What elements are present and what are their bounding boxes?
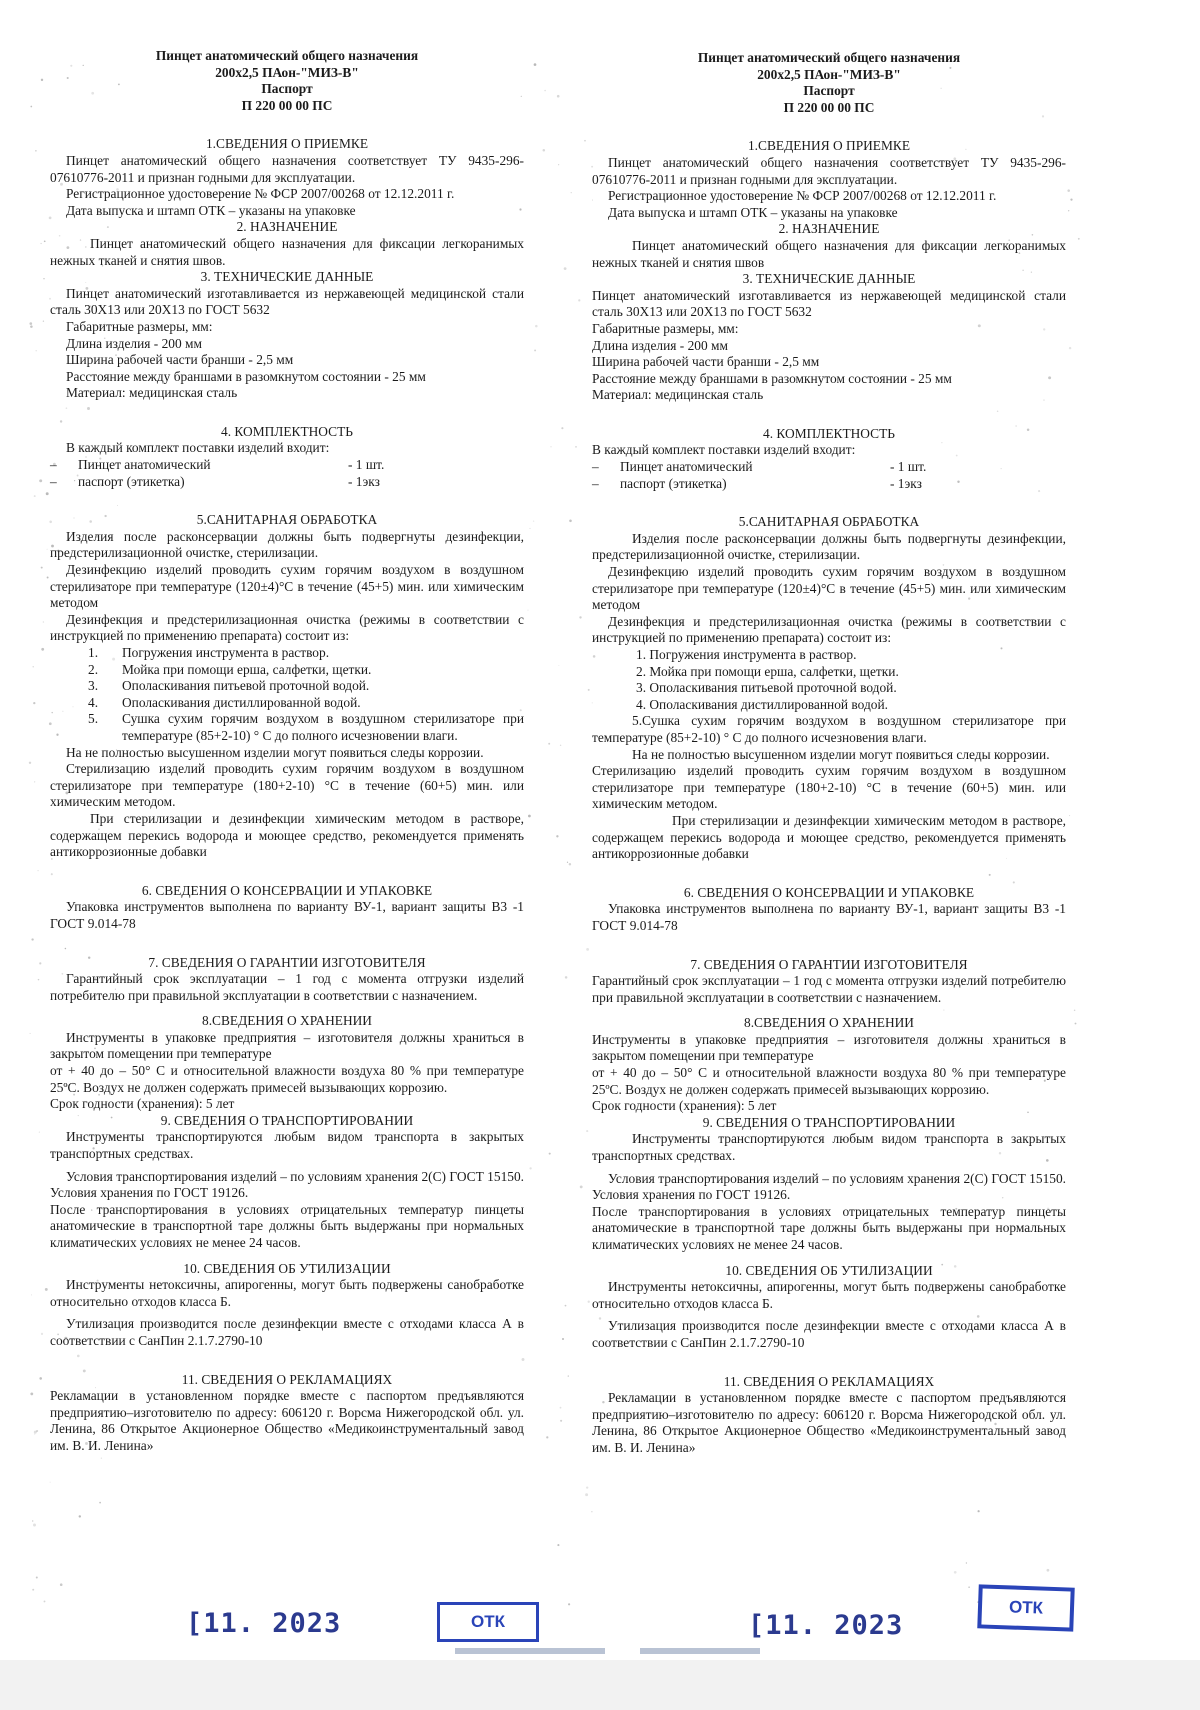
section-heading-warranty: 7. СВЕДЕНИЯ О ГАРАНТИИ ИЗГОТОВИТЕЛЯ (690, 956, 968, 972)
scan-noise-speck (37, 870, 38, 871)
paragraph: Условия транспортирования изделий – по условиям хранения 2(С) ГОСТ 15150. Условия хранения по ГОСТ 19126. (592, 1170, 1066, 1203)
scan-noise-speck (968, 1586, 970, 1588)
paragraph: Упаковка инструментов выполнена по варианту ВУ-1, вариант защиты В3 -1 ГОСТ 9.014-78 (50, 899, 524, 931)
scan-noise-speck (564, 267, 567, 270)
scan-noise-speck (32, 1589, 34, 1591)
scan-noise-speck (528, 815, 531, 818)
scan-noise-speck (586, 948, 589, 951)
scan-noise-speck (978, 1510, 980, 1512)
list-number: 5. (88, 711, 99, 727)
scan-noise-speck (534, 349, 536, 351)
paragraph: Дата выпуска и штамп ОТК – указаны на упаковке (608, 204, 898, 220)
scan-noise-speck (31, 1294, 32, 1295)
scan-noise-speck (544, 90, 546, 92)
list-item: 3. Ополаскивания питьевой проточной водой. (636, 680, 897, 696)
scan-noise-speck (31, 938, 33, 940)
scan-noise-speck (588, 1301, 590, 1303)
paragraph: На не полностью высушенном изделии могут появиться следы коррозии. (66, 744, 484, 760)
scan-noise-speck (34, 1434, 35, 1435)
scan-noise-speck (1070, 199, 1072, 201)
list-text: Ополаскивания питьевой проточной водой. (122, 678, 370, 694)
scan-noise-speck (46, 492, 49, 495)
doc-type: Паспорт (803, 83, 855, 99)
scan-noise-speck (30, 1033, 31, 1034)
scan-noise-speck (580, 1185, 583, 1188)
paragraph: Гарантийный срок эксплуатации – 1 год с момента отгрузки изделий потребителю при правильной эксплуатации в соответствии с назначением. (50, 971, 524, 1003)
scan-noise-speck (1074, 1010, 1076, 1012)
paragraph: Упаковка инструментов выполнена по варианту ВУ-1, вариант защиты В3 -1 ГОСТ 9.014-78 (592, 901, 1066, 933)
paragraph: Длина изделия - 200 мм (592, 337, 728, 353)
passport-left-copy (50, 48, 524, 1455)
scan-noise-speck (575, 446, 576, 447)
doc-type: Паспорт (261, 81, 313, 97)
scan-noise-speck (30, 1393, 33, 1396)
paragraph: Инструменты в упаковке предприятия – изготовителя должны храниться в закрытом помещении при температуре (592, 1031, 1066, 1064)
paragraph: Инструменты транспортируются любым видом транспорта в закрытых транспортных средствах. (50, 1129, 524, 1162)
scan-edge-mark (455, 1648, 605, 1654)
scan-edge-mark (640, 1648, 760, 1654)
scan-noise-speck (565, 976, 568, 979)
scan-noise-speck (1075, 1023, 1077, 1025)
scan-noise-speck (565, 1305, 567, 1307)
scan-noise-speck (560, 1407, 562, 1409)
list-item (50, 474, 524, 491)
kit-item-name: паспорт (этикетка) (78, 473, 185, 489)
section-heading-acceptance: 1.СВЕДЕНИЯ О ПРИЕМКЕ (205, 136, 369, 152)
paragraph: от + 40 до – 50° С и относительной влажности воздуха 80 % при температуре 25ºС. Воздух не должен содержать примесей вызывающих коррозию. (50, 1063, 524, 1095)
paragraph: Дата выпуска и штамп ОТК – указаны на упаковке (66, 202, 356, 218)
scan-noise-speck (34, 781, 35, 782)
scan-noise-speck (1047, 1569, 1050, 1572)
scan-noise-speck (1069, 815, 1070, 816)
list-item: 1. Погружения инструмента в раствор. (636, 647, 857, 662)
scan-noise-speck (591, 1511, 592, 1512)
section-heading-transport: 9. СВЕДЕНИЯ О ТРАНСПОРТИРОВАНИИ (160, 1112, 414, 1128)
scan-noise-speck (34, 495, 36, 497)
paragraph: Пинцет анатомический общего назначения соответствует ТУ 9435-296-07610776-2011 и признан годными для эксплуатации. (592, 154, 1066, 187)
kit-item-qty: - 1экз (890, 475, 922, 491)
scan-noise-speck (30, 325, 33, 328)
paragraph: При стерилизации и дезинфекции химическим методом в растворе, содержащем перекись водорода и моющее средство, рекомендуется применять антикоррозионные добавки (592, 812, 1066, 862)
section-heading-tech-data: 3. ТЕХНИЧЕСКИЕ ДАННЫЕ (742, 271, 916, 287)
paragraph: Расстояние между браншами в разомкнутом состоянии - 25 мм (592, 370, 952, 386)
scan-noise-speck (569, 863, 571, 865)
scan-noise-speck (586, 1486, 588, 1488)
paragraph: Дезинфекцию изделий проводить сухим горячим воздухом в воздушном стерилизаторе при температуре (120±4)°С в течение (45+5) мин. или химическим методом (50, 562, 524, 611)
scan-noise-speck (966, 1562, 967, 1563)
paragraph: Изделия после расконсервации должны быть подвергнуты дезинфекции, предстерилизационной очистке, стерилизации. (592, 530, 1066, 563)
scan-noise-speck (39, 479, 42, 482)
kit-item-qty: - 1 шт. (348, 457, 385, 473)
scan-noise-speck (557, 95, 560, 98)
list-number: 3. (88, 678, 99, 694)
scan-noise-speck (36, 1576, 38, 1578)
section-heading-storage: 8.СВЕДЕНИЯ О ХРАНЕНИИ (744, 1015, 914, 1031)
scan-noise-speck (41, 567, 43, 569)
scan-noise-speck (558, 665, 559, 666)
list-item (592, 476, 1066, 493)
list-item (50, 711, 524, 744)
scan-noise-speck (529, 1167, 531, 1169)
scan-noise-speck (560, 1420, 562, 1422)
scan-noise-speck (101, 1458, 102, 1459)
section-heading-claims: 11. СВЕДЕНИЯ О РЕКЛАМАЦИЯХ (181, 1371, 393, 1387)
paragraph: После транспортирования в условиях отрицательных температур пинцеты анатомические в транспортной таре должны быть выдержаны при нормальных климатических условиях не менее 24 часов. (50, 1201, 524, 1250)
scan-noise-speck (1078, 238, 1080, 240)
paragraph: Утилизация производится после дезинфекции вместе с отходами класса А в соответствии с СанПин 2.1.7.2790-10 (50, 1316, 524, 1348)
paragraph: Рекламации в установленном порядке вместе с паспортом предъявляются предприятию–изготовителю по адресу: 606120 г. Ворсма Нижегородской обл. ул. Ленина, 86 Открытое Акционерное Общество «Медикоинструментальный завод им. В. И. Ленина» (592, 1390, 1066, 1455)
list-number: 4. (88, 694, 99, 710)
scan-noise-speck (579, 616, 581, 618)
paragraph: Расстояние между браншами в разомкнутом состоянии - 25 мм (66, 368, 426, 384)
scan-noise-speck (585, 1493, 588, 1496)
paragraph: В каждый комплект поставки изделий входит: (592, 442, 856, 458)
section-heading-tech-data: 3. ТЕХНИЧЕСКИЕ ДАННЫЕ (200, 269, 374, 285)
section-heading-purpose: 2. НАЗНАЧЕНИЕ (236, 219, 338, 235)
list-item (50, 457, 524, 474)
paragraph: После транспортирования в условиях отрицательных температур пинцеты анатомические в транспортной таре должны быть выдержаны при нормальных климатических условиях не менее 24 часов. (592, 1203, 1066, 1252)
scan-noise-speck (41, 79, 43, 81)
scan-noise-speck (47, 577, 49, 579)
scan-noise-speck (44, 1600, 46, 1602)
list-item (592, 459, 1066, 476)
paragraph: Длина изделия - 200 мм (66, 335, 202, 351)
list-text: Погружения инструмента в раствор. (122, 645, 330, 660)
paragraph: Дезинфекция и предстерилизационная очистка (режимы в соответствии с инструкцией по применению препарата) состоит из: (592, 613, 1066, 646)
paragraph: Рекламации в установленном порядке вместе с паспортом предъявляются предприятию–изготовителю по адресу: 606120 г. Ворсма Нижегородской обл. ул. Ленина, 86 Открытое Акционерное Общество «Медикоинструментальный завод им. В. И. Ленина» (50, 1388, 524, 1453)
scan-noise-speck (79, 1515, 81, 1517)
kit-item-name: паспорт (этикетка) (620, 475, 727, 491)
scan-noise-speck (1068, 210, 1069, 211)
section-heading-transport: 9. СВЕДЕНИЯ О ТРАНСПОРТИРОВАНИИ (702, 1114, 956, 1130)
list-text: Ополаскивания дистиллированной водой. (122, 694, 361, 710)
doc-title: Пинцет анатомический общего назначения (155, 48, 419, 63)
scan-noise-speck (528, 610, 529, 611)
scan-noise-speck (39, 1132, 40, 1133)
paragraph: Инструменты в упаковке предприятия – изготовителя должны храниться в закрытом помещении при температуре (50, 1029, 524, 1062)
paragraph: Регистрационное удостоверение № ФСР 2007/00268 от 12.12.2011 г. (66, 186, 455, 202)
scan-noise-speck (35, 150, 37, 152)
doc-title: Пинцет анатомический общего назначения (697, 50, 961, 65)
list-dash: – (50, 457, 57, 473)
paragraph: Дезинфекцию изделий проводить сухим горячим воздухом в воздушном стерилизаторе при температуре (120±4)°С в течение (45+5) мин. или химическим методом (592, 564, 1066, 613)
scan-noise-speck (530, 528, 531, 529)
list-text: Сушка сухим горячим воздухом в воздушном стерилизаторе при температуре (85+2-10) ° С до полного исчезновении влаги. (122, 711, 524, 743)
paragraph: Регистрационное удостоверение № ФСР 2007/00268 от 12.12.2011 г. (608, 188, 997, 204)
scan-noise-speck (38, 979, 40, 981)
scan-noise-speck (567, 862, 568, 863)
list-item: 2. Мойка при помощи ерша, салфетки, щетки. (636, 663, 899, 679)
scan-noise-speck (50, 1482, 51, 1483)
list-item (50, 695, 524, 712)
scan-noise-speck (29, 762, 31, 764)
scan-noise-speck (33, 702, 35, 704)
scan-noise-speck (535, 325, 538, 328)
scan-noise-speck (568, 1375, 569, 1376)
paragraph: Пинцет анатомический изготавливается из нержавеющей медицинской стали сталь 30Х13 или 20Х13 по ГОСТ 5632 (592, 287, 1066, 320)
scan-noise-speck (43, 621, 44, 622)
scan-noise-speck (30, 106, 32, 108)
section-heading-completeness: 4. КОМПЛЕКТНОСТЬ (221, 423, 353, 439)
scan-noise-speck (556, 835, 558, 837)
list-item (50, 678, 524, 695)
list-number: 1. (88, 645, 99, 660)
paragraph: Материал: медицинская сталь (592, 387, 764, 403)
passport-right-copy (592, 50, 1066, 1457)
section-heading-disposal: 10. СВЕДЕНИЯ ОБ УТИЛИЗАЦИИ (183, 1260, 391, 1276)
release-date-stamp: [11. 2023 (186, 1608, 342, 1639)
scan-noise-speck (39, 1377, 42, 1380)
scan-noise-speck (43, 278, 44, 279)
scan-noise-speck (546, 1436, 548, 1438)
scan-noise-speck (557, 1544, 559, 1546)
doc-code: П 220 00 00 ПС (783, 99, 875, 115)
paragraph: от + 40 до – 50° С и относительной влажности воздуха 80 % при температуре 25ºС. Воздух не должен содержать примесей вызывающих коррозию. (592, 1065, 1066, 1097)
scan-noise-speck (33, 1524, 36, 1527)
scan-noise-speck (533, 520, 534, 521)
scan-noise-speck (1069, 347, 1071, 349)
section-heading-storage: 8.СВЕДЕНИЯ О ХРАНЕНИИ (202, 1013, 372, 1029)
paragraph: Материал: медицинская сталь (66, 385, 238, 401)
scan-noise-speck (41, 648, 44, 651)
scan-noise-speck (954, 1571, 957, 1574)
scan-noise-speck (41, 1333, 43, 1335)
section-heading-completeness: 4. КОМПЛЕКТНОСТЬ (763, 425, 895, 441)
paragraph: Ширина рабочей части бранши - 2,5 мм (592, 354, 820, 370)
list-item (50, 645, 524, 662)
scan-noise-speck (99, 1502, 101, 1504)
section-heading-disposal: 10. СВЕДЕНИЯ ОБ УТИЛИЗАЦИИ (725, 1262, 933, 1278)
section-heading-sanitation: 5.САНИТАРНАЯ ОБРАБОТКА (738, 514, 920, 530)
kit-item-name: Пинцет анатомический (620, 459, 753, 475)
scan-noise-speck (548, 743, 550, 745)
paragraph: Ширина рабочей части бранши - 2,5 мм (66, 352, 294, 368)
section-heading-warranty: 7. СВЕДЕНИЯ О ГАРАНТИИ ИЗГОТОВИТЕЛЯ (148, 954, 426, 970)
paragraph: Утилизация производится после дезинфекции вместе с отходами класса А в соответствии с СанПин 2.1.7.2790-10 (592, 1318, 1066, 1350)
paragraph: При стерилизации и дезинфекции химическим методом в растворе, содержащем перекись водорода и моющее средство, рекомендуется применять антикоррозионные добавки (50, 810, 524, 860)
scan-noise-speck (45, 1288, 48, 1291)
kit-item-qty: - 1 шт. (890, 459, 927, 475)
section-heading-packaging: 6. СВЕДЕНИЯ О КОНСЕРВАЦИИ И УПАКОВКЕ (683, 884, 975, 900)
scan-noise-speck (568, 1603, 570, 1605)
release-date-stamp: [11. 2023 (748, 1610, 904, 1641)
doc-model: 200х2,5 ПАон-"МИЗ-В" (757, 66, 901, 82)
paragraph: Стерилизацию изделий проводить сухим горячим воздухом в воздушном стерилизаторе при температуре (180+2-10) °С в течение (60+5) мин. или химическим методом. (592, 763, 1066, 812)
scan-noise-speck (586, 1130, 588, 1132)
doc-code: П 220 00 00 ПС (241, 97, 333, 113)
scan-noise-speck (35, 350, 36, 351)
scan-noise-speck (32, 1520, 33, 1521)
paragraph: Габаритные размеры, мм: (592, 320, 739, 336)
paragraph: Изделия после расконсервации должны быть подвергнуты дезинфекции, предстерилизационной очистке, стерилизации. (50, 528, 524, 561)
paragraph: В каждый комплект поставки изделий входит: (66, 440, 330, 456)
section-heading-packaging: 6. СВЕДЕНИЯ О КОНСЕРВАЦИИ И УПАКОВКЕ (141, 882, 433, 898)
list-dash: – (592, 459, 599, 475)
section-heading-sanitation: 5.САНИТАРНАЯ ОБРАБОТКА (196, 512, 378, 528)
paragraph: Гарантийный срок эксплуатации – 1 год с момента отгрузки изделий потребителю при правильной эксплуатации в соответствии с назначением. (592, 973, 1066, 1005)
paragraph: Пинцет анатомический общего назначения для фиксации легкоранимых нежных тканей и снятия швов (592, 237, 1066, 270)
scan-noise-speck (29, 322, 32, 325)
paragraph: Условия транспортирования изделий – по условиям хранения 2(С) ГОСТ 15150. Условия хранения по ГОСТ 19126. (50, 1168, 524, 1201)
paragraph: Инструменты нетоксичны, апирогенны, могут быть подвержены санобработке относительно отходов класса Б. (592, 1279, 1066, 1311)
paragraph: Пинцет анатомический изготавливается из нержавеющей медицинской стали сталь 30Х13 или 20Х13 по ГОСТ 5632 (50, 285, 524, 318)
paragraph: Срок годности (хранения): 5 лет (592, 1098, 777, 1114)
scan-noise-speck (571, 192, 572, 193)
scan-noise-speck (562, 1338, 564, 1340)
paragraph: Инструменты транспортируются любым видом транспорта в закрытых транспортных средствах. (592, 1131, 1066, 1164)
list-item (50, 662, 524, 679)
list-item: 4. Ополаскивания дистиллированной водой. (636, 696, 888, 712)
scan-noise-speck (39, 962, 41, 964)
scan-noise-speck (43, 321, 44, 322)
paragraph: Стерилизацию изделий проводить сухим горячим воздухом в воздушном стерилизаторе при температуре (180+2-10) °С в течение (60+5) мин. или химическим методом. (50, 761, 524, 810)
scan-noise-speck (33, 666, 34, 667)
list-number: 2. (88, 661, 99, 677)
list-text: Мойка при помощи ерша, салфетки, щетки. (122, 661, 372, 677)
paragraph: Дезинфекция и предстерилизационная очистка (режимы в соответствии с инструкцией по применению препарата) состоит из: (50, 611, 524, 644)
scan-noise-speck (578, 299, 580, 301)
paragraph: Инструменты нетоксичны, апирогенны, могут быть подвержены санобработке относительно отходов класса Б. (50, 1277, 524, 1309)
paragraph: Габаритные размеры, мм: (66, 318, 213, 334)
doc-model: 200х2,5 ПАон-"МИЗ-В" (215, 64, 359, 80)
paragraph: Пинцет анатомический общего назначения соответствует ТУ 9435-296-07610776-2011 и признан годными для эксплуатации. (50, 152, 524, 185)
paragraph: На не полностью высушенном изделии могут появиться следы коррозии. (632, 746, 1050, 762)
paragraph: Пинцет анатомический общего назначения для фиксации легкоранимых нежных тканей и снятия швов. (50, 235, 524, 268)
otk-stamp: ОТК (977, 1584, 1074, 1631)
list-dash: – (592, 475, 599, 491)
list-dash: – (50, 473, 57, 489)
scan-noise-speck (569, 520, 572, 523)
scan-noise-speck (549, 1153, 551, 1155)
section-heading-purpose: 2. НАЗНАЧЕНИЕ (778, 221, 880, 237)
section-heading-acceptance: 1.СВЕДЕНИЯ О ПРИЕМКЕ (747, 138, 911, 154)
scan-noise-speck (41, 243, 42, 244)
scan-noise-speck (550, 446, 551, 447)
scan-noise-speck (558, 164, 559, 165)
kit-item-qty: - 1экз (348, 473, 380, 489)
scan-noise-speck (1067, 189, 1070, 192)
scan-noise-speck (534, 63, 537, 66)
scan-noise-speck (560, 745, 561, 746)
scan-noise-speck (60, 1583, 63, 1586)
paragraph: 5.Сушка сухим горячим воздухом в воздушном стерилизаторе при температуре (85+2-10) ° С до полного исчезновения влаги. (592, 713, 1066, 745)
scan-noise-speck (47, 549, 48, 550)
scan-noise-speck (561, 427, 563, 429)
scan-noise-speck (34, 1431, 37, 1434)
section-heading-claims: 11. СВЕДЕНИЯ О РЕКЛАМАЦИЯХ (723, 1373, 935, 1389)
scan-noise-speck (543, 149, 546, 152)
scan-noise-speck (584, 140, 586, 142)
scan-noise-speck (44, 240, 46, 242)
otk-stamp: ОТК (437, 1602, 539, 1642)
paragraph: Срок годности (хранения): 5 лет (50, 1096, 235, 1112)
kit-item-name: Пинцет анатомический (78, 457, 211, 473)
scan-noise-speck (588, 689, 590, 691)
